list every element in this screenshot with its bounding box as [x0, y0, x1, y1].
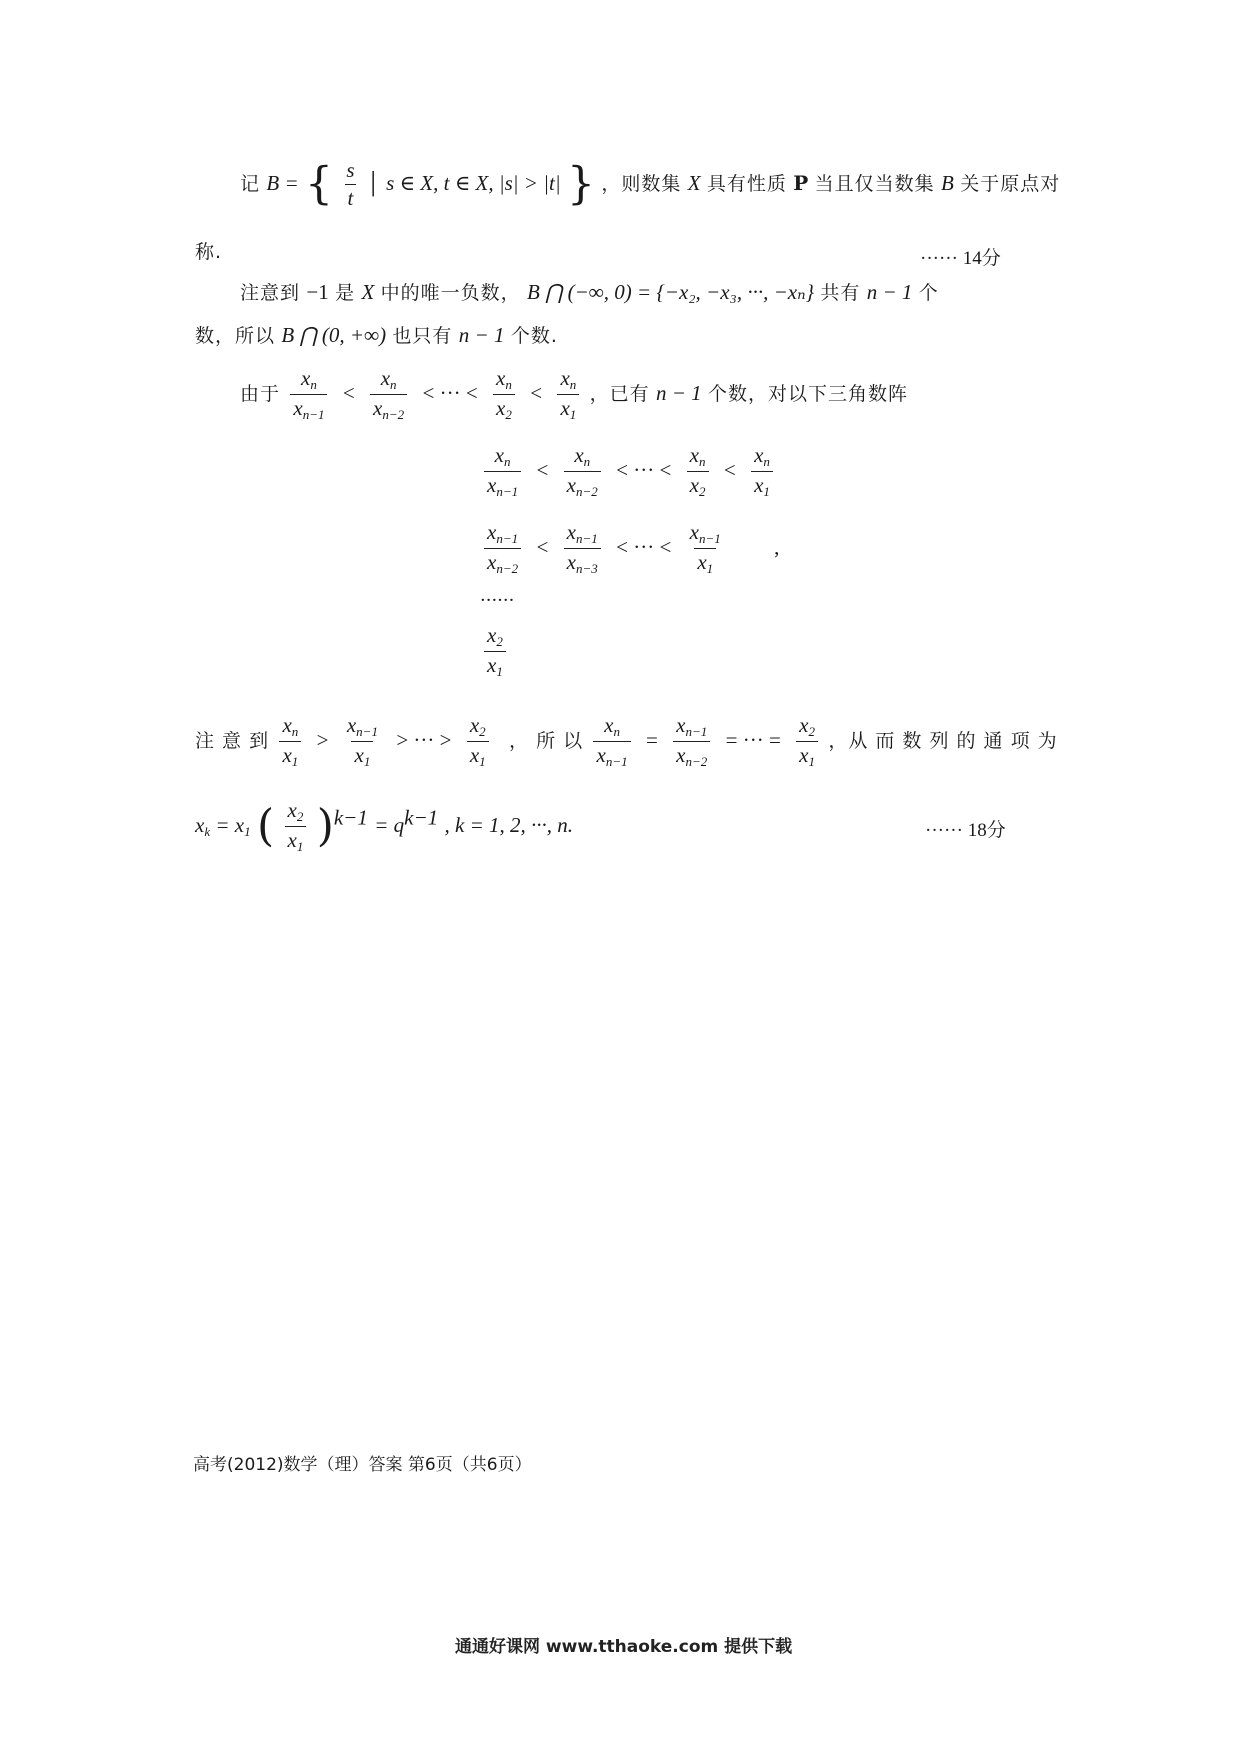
- set-b-def: B =: [266, 171, 299, 195]
- fraction-s-t: $\frac{s}{t}$: [346, 158, 355, 210]
- brace-left: {: [304, 158, 333, 210]
- score-14: ······ 14分: [920, 248, 1001, 269]
- text-ji: 记: [240, 173, 261, 195]
- score-18: ······ 18分: [925, 820, 1006, 841]
- line-7: $x_k = x_1$ ( $\frac{x_2}{x_1}$ )$^{k-1} = q^{k-1}$ , k = 1, 2, ···, n.: [195, 798, 573, 854]
- set-condition: │ s ∈ X, t ∈ X, |s| > |t|: [367, 171, 561, 195]
- line-3: 注意到 −1 是 X 中的唯一负数， B ⋂ (−∞, 0) = {−x₂, −x₃, ···, −xₙ} 共有 n − 1 个: [240, 280, 939, 304]
- triangle-dots: ······: [480, 590, 515, 611]
- line-1: 记 B = { $\frac{s}{t}$ │ s ∈ X, t ∈ X, |s| > |t| } ，则数集 X 具有性质 P 当且仅当数集 B 关于原点对: [240, 158, 1061, 210]
- line-5: 由于 $\frac{x_n}{x_{n-1}}$ < $\frac{x_n}{x_{n-2}}$ < ··· < $\frac{x_n}{x_2}$ < $\frac{x_n}{x_1}$ ，已有 n − 1 个数，对以下三角数阵: [240, 366, 909, 422]
- line-4: 数，所以 B ⋂ (0, +∞) 也只有 n − 1 个数.: [195, 323, 558, 347]
- triangle-row-2: $\frac{x_{n-1}}{x_{n-2}}$ < $\frac{x_{n-1}}{x_{n-3}}$ < ··· < $\frac{x_{n-1}}{x_1}$ ,: [480, 522, 784, 575]
- line-6: 注 意 到 $\frac{x_n}{x_1}$ > $\frac{x_{n-1}}{x_1}$ > ··· > $\frac{x_2}{x_1}$ ， 所 以 $\frac{x_n}{x_{n-1}}$ = $\frac{x_{n-1}}{x_{n-2}}$ = ··· = $\frac{x_2}{x_1}$ ，从 而 数 列 的 通 项 为: [195, 713, 1058, 769]
- page-footer: 高考(2012)数学（理）答案 第6页（共6页）: [193, 1455, 532, 1475]
- intersection-negative: B ⋂ (−∞, 0) = {−x₂, −x₃, ···, −xₙ}: [527, 280, 815, 304]
- triangle-row-1: $\frac{x_n}{x_{n-1}}$ < $\frac{x_n}{x_{n-2}}$ < ··· < $\frac{x_n}{x_2}$ < $\frac{x_n}{x_1}$: [480, 445, 777, 498]
- download-note: 通通好课网 www.tthaoke.com 提供下载: [455, 1637, 793, 1657]
- intersection-positive: B ⋂ (0, +∞): [281, 323, 387, 347]
- triangle-row-last: $\frac{x_2}{x_1}$: [480, 625, 510, 678]
- line-2: 称.: [195, 241, 223, 263]
- brace-right: }: [566, 158, 595, 210]
